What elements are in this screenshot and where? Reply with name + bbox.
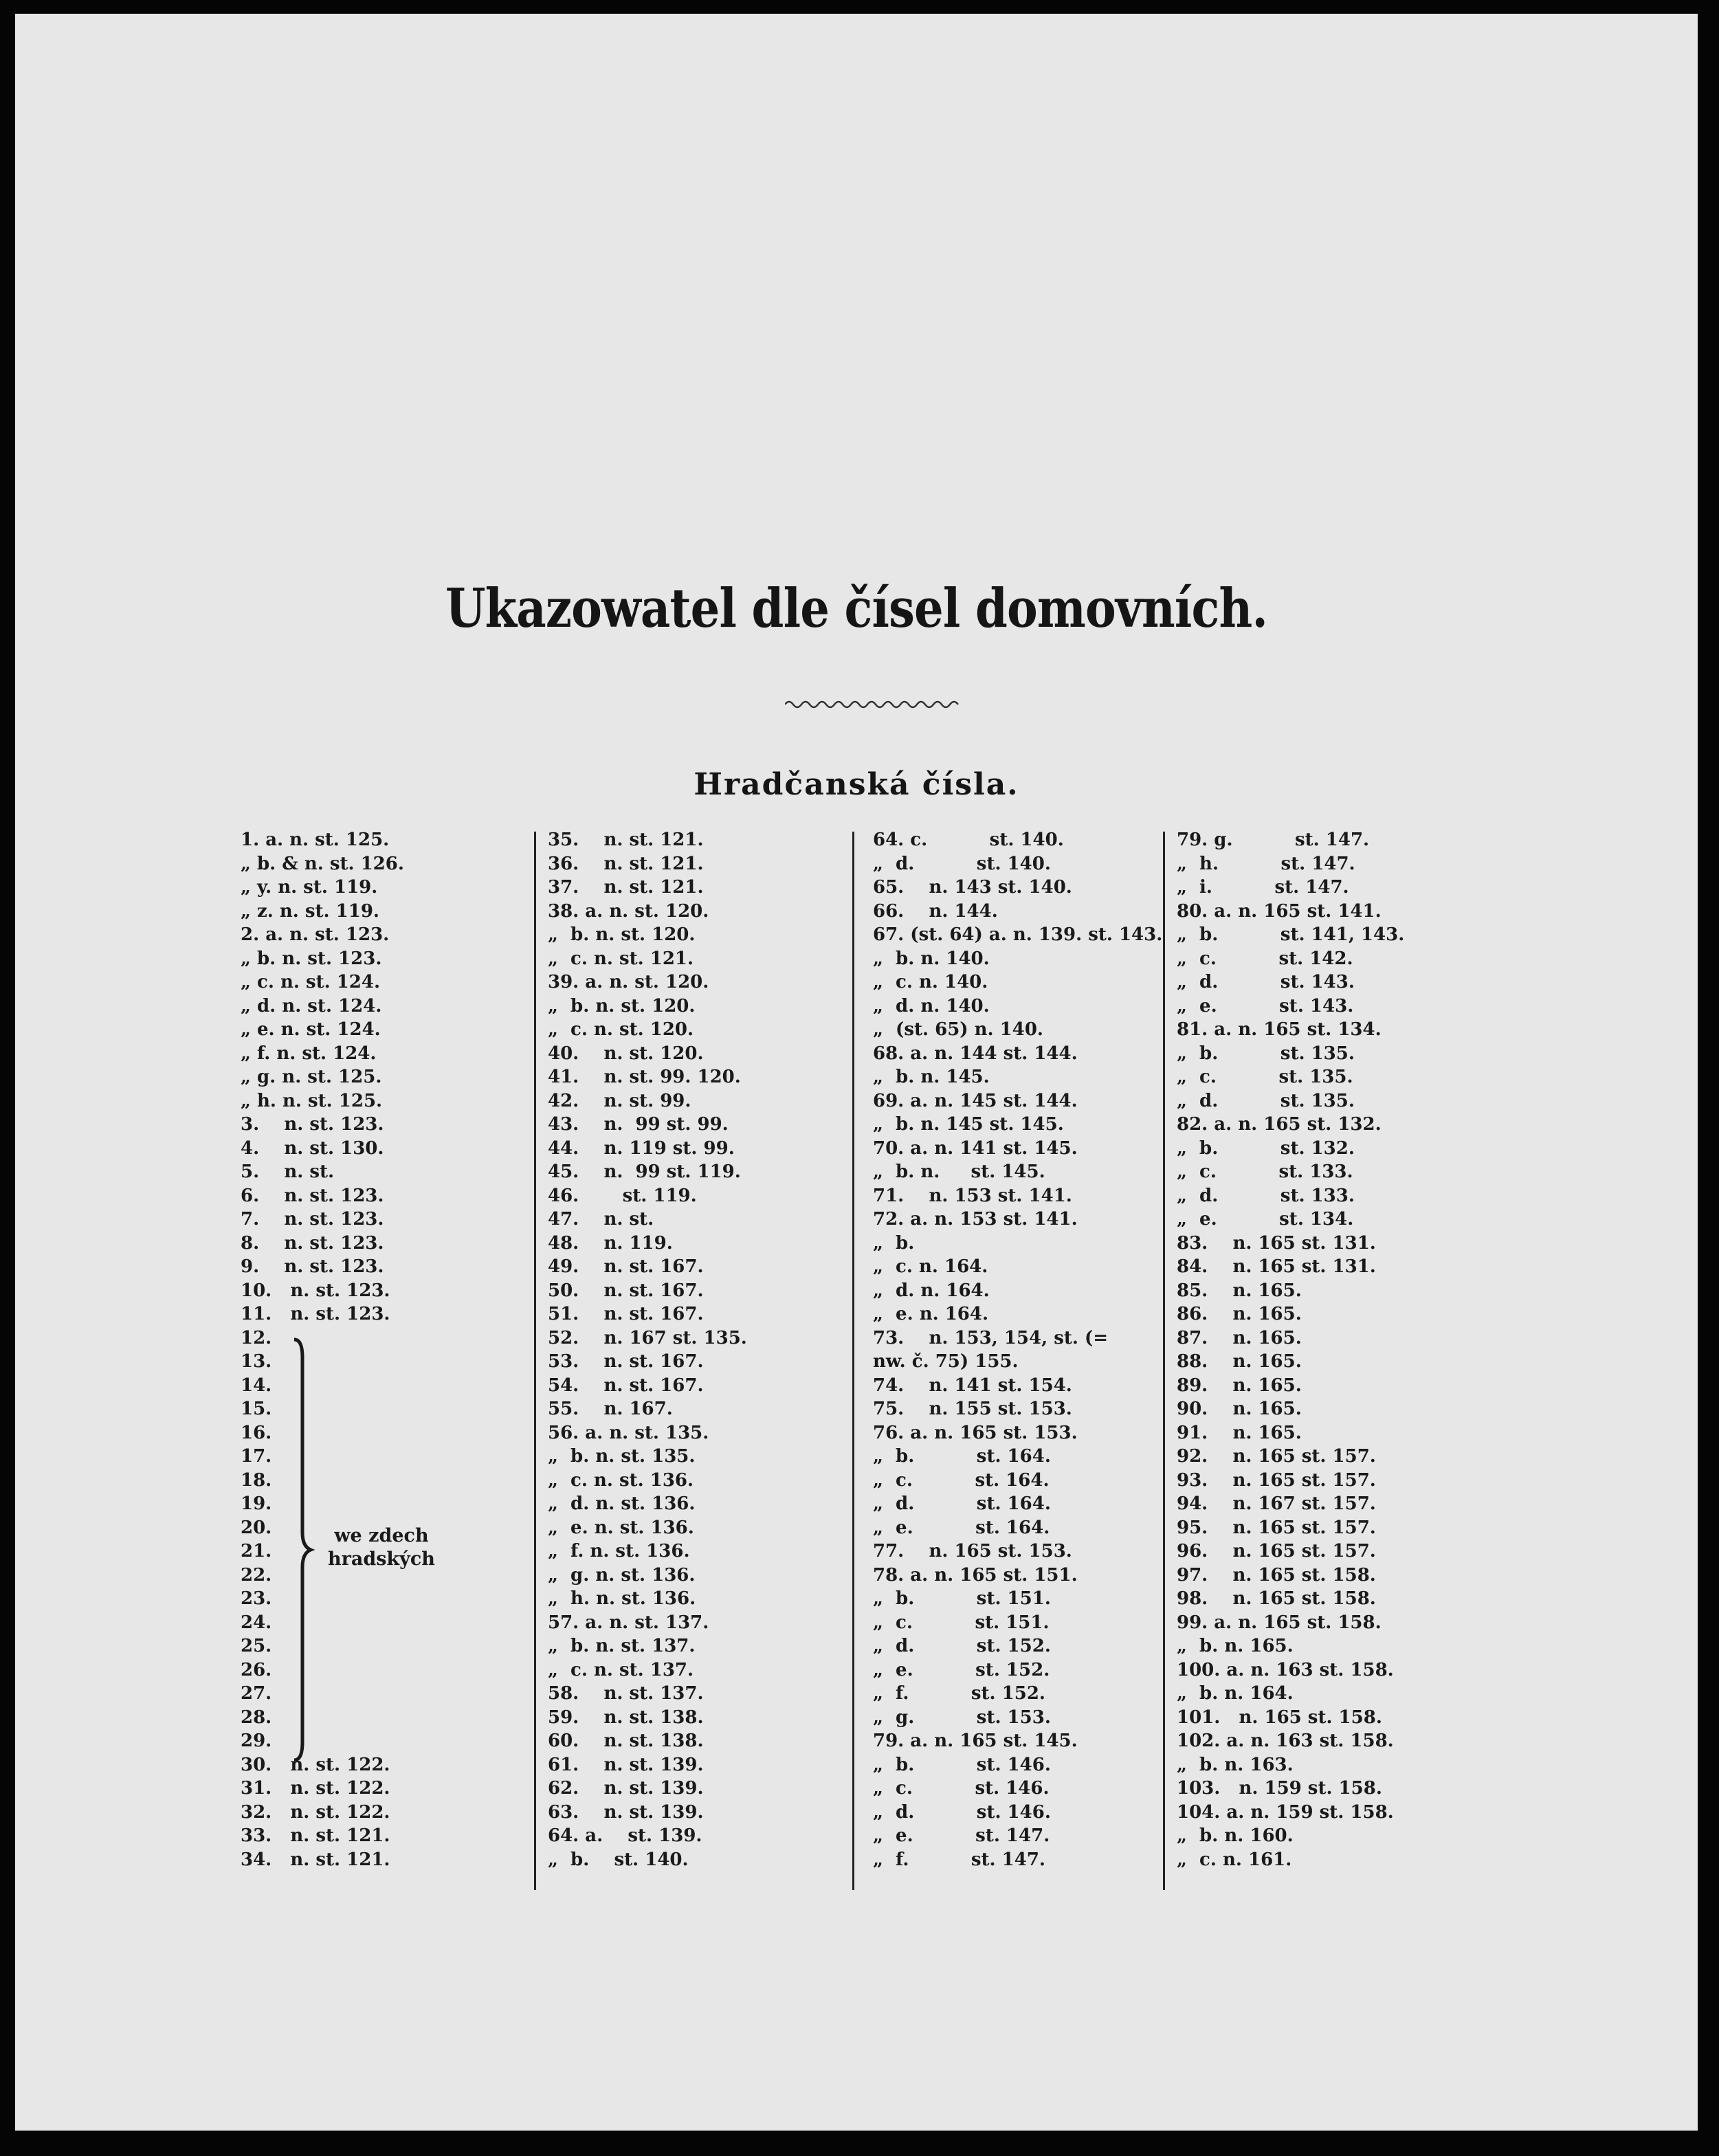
brace-icon [290,1337,318,1763]
index-entry: 41. n. st. 99. 120. [548,1067,741,1087]
index-entry: „ b. n. st. 120. [548,924,696,945]
index-entry: 53. n. st. 167. [548,1351,704,1372]
index-column-4 [1177,828,1404,1871]
index-entry: 80. a. n. 165 st. 141. [1177,900,1382,922]
index-entry: 99. a. n. 165 st. 158. [1177,1612,1382,1633]
index-entry: 4. n. st. 130. [241,1137,384,1159]
index-entry: „ f. st. 152. [873,1683,1045,1704]
index-entry: „ e. n. 164. [873,1304,989,1324]
index-entry: „ d. st. 164. [873,1493,1051,1514]
index-entry: „ c. n. st. 121. [548,948,694,969]
index-entry: 77. n. 165 st. 153. [873,1541,1072,1562]
bracket-note-line: we zdech [334,1525,429,1546]
index-entry: „ c. n. 161. [1177,1849,1292,1870]
index-entry: 25. [241,1636,272,1656]
index-entry: „ e. n. st. 124. [241,1019,381,1040]
index-entry: „ b. & n. st. 126. [241,853,404,874]
column-divider [534,832,536,1890]
index-entry: 34. n. st. 121. [241,1849,390,1870]
index-entry: „ b. n. st. 135. [548,1446,696,1467]
index-entry: 27. [241,1683,272,1704]
index-entry: 60. n. st. 138. [548,1731,704,1751]
index-column-1 [241,828,404,1871]
index-entry: 101. n. 165 st. 158. [1177,1707,1382,1728]
index-entry: „ b. n. 160. [1177,1825,1294,1846]
index-entry: „ b. n. st. 123. [241,948,382,969]
index-entry: „ d. st. 135. [1177,1090,1355,1111]
index-entry: „ e. st. 147. [873,1825,1050,1846]
index-entry: 26. [241,1659,272,1680]
index-entry: 46. st. 119. [548,1185,697,1206]
index-entry: „ d. n. st. 136. [548,1493,696,1514]
index-entry: 47. n. st. [548,1209,654,1230]
index-entry: „ b. st. 135. [1177,1043,1355,1064]
index-entry: 97. n. 165 st. 158. [1177,1564,1376,1586]
index-entry: 7. n. st. 123. [241,1209,384,1230]
bracket-note-line: hradských [328,1548,435,1570]
index-entry: 93. n. 165 st. 157. [1177,1469,1376,1491]
index-entry: 48. n. 119. [548,1232,673,1254]
index-entry: 31. n. st. 122. [241,1778,390,1799]
index-entry: 28. [241,1707,272,1728]
index-entry: 16. [241,1422,272,1443]
index-entry: „ b. [873,1232,915,1254]
index-entry: „ e. n. st. 136. [548,1517,694,1538]
index-entry: 63. n. st. 139. [548,1801,704,1823]
index-entry: „ c. n. st. 137. [548,1659,694,1680]
index-entry: 19. [241,1493,272,1514]
index-entry: 89. n. 165. [1177,1375,1302,1396]
index-entry: 65. n. 143 st. 140. [873,877,1072,898]
index-entry: „ b. n. st. 120. [548,995,696,1016]
index-entry: 57. a. n. st. 137. [548,1612,709,1633]
index-entry: 79. g. st. 147. [1177,830,1370,850]
index-entry: 38. a. n. st. 120. [548,900,709,922]
index-entry: 64. c. st. 140. [873,830,1064,850]
index-entry: 45. n. 99 st. 119. [548,1162,741,1182]
index-entry: „ b. st. 132. [1177,1137,1355,1159]
wavy-divider-icon [785,694,964,715]
index-entry: 44. n. 119 st. 99. [548,1137,735,1159]
index-entry: 73. n. 153, 154, st. (= [873,1327,1109,1348]
index-entry: 68. a. n. 144 st. 144. [873,1043,1078,1064]
index-entry: „ h. n. st. 125. [241,1090,383,1111]
index-entry: 104. a. n. 159 st. 158. [1177,1801,1394,1823]
index-entry: „ f. st. 147. [873,1849,1045,1870]
index-entry: 82. a. n. 165 st. 132. [1177,1114,1382,1135]
index-entry: 24. [241,1612,272,1633]
index-entry: 95. n. 165 st. 157. [1177,1517,1376,1538]
index-entry: „ b. st. 151. [873,1588,1051,1609]
index-entry: „ b. n. 163. [1177,1754,1294,1775]
index-entry: 9. n. st. 123. [241,1256,384,1277]
index-entry: „ e. st. 134. [1177,1209,1354,1230]
index-entry: „ c. n. 164. [873,1256,988,1277]
index-entry: 15. [241,1399,272,1419]
index-entry: 87. n. 165. [1177,1327,1302,1348]
index-entry: „ c. n. st. 120. [548,1019,694,1040]
index-entry: „ c. st. 146. [873,1778,1050,1799]
document-page [15,14,1698,2131]
index-entry: 8. n. st. 123. [241,1232,384,1254]
index-entry: 12. [241,1327,272,1348]
index-entry: 56. a. n. st. 135. [548,1422,709,1443]
section-title: Hradčanská čísla. [694,767,1019,802]
index-entry: „ c. n. st. 136. [548,1469,694,1491]
index-entry: 85. n. 165. [1177,1280,1302,1301]
index-column-2 [548,828,747,1871]
index-entry: „ z. n. st. 119. [241,900,379,922]
index-entry: „ c. n. 140. [873,972,988,992]
index-entry: 54. n. st. 167. [548,1375,704,1396]
index-entry: 67. (st. 64) a. n. 139. st. 143. [873,924,1163,945]
index-entry: „ c. st. 133. [1177,1162,1353,1182]
index-entry: 37. n. st. 121. [548,877,704,898]
index-entry: 22. [241,1564,272,1586]
index-entry: 96. n. 165 st. 157. [1177,1541,1376,1562]
index-entry: „ (st. 65) n. 140. [873,1019,1043,1040]
index-entry: „ b. st. 141, 143. [1177,924,1405,945]
index-entry: „ h. n. st. 136. [548,1588,696,1609]
index-entry: 64. a. st. 139. [548,1825,702,1846]
index-entry: „ h. st. 147. [1177,853,1355,874]
page-title: Ukazowatel dle čísel domovních. [445,577,1267,640]
index-entry: 3. n. st. 123. [241,1114,384,1135]
index-entry: 11. n. st. 123. [241,1304,390,1324]
index-entry: 86. n. 165. [1177,1304,1302,1324]
index-entry: „ b. n. 164. [1177,1683,1294,1704]
index-entry: 90. n. 165. [1177,1399,1302,1419]
index-entry: „ g. n. st. 136. [548,1564,696,1586]
index-entry: „ d. st. 140. [873,853,1051,874]
index-entry: „ d. n. 164. [873,1280,990,1301]
index-entry: „ d. n. st. 124. [241,995,382,1016]
index-entry: „ d. st. 133. [1177,1185,1355,1206]
index-entry: „ b. n. st. 137. [548,1636,696,1656]
index-entry: 42. n. st. 99. [548,1090,691,1111]
index-entry: 69. a. n. 145 st. 144. [873,1090,1078,1111]
index-entry: 72. a. n. 153 st. 141. [873,1209,1078,1230]
index-entry: „ b. n. 145. [873,1067,990,1087]
index-entry: 21. [241,1541,272,1562]
index-entry: 94. n. 167 st. 157. [1177,1493,1376,1514]
index-entry: 100. a. n. 163 st. 158. [1177,1659,1394,1680]
index-entry: 17. [241,1446,272,1467]
index-entry: „ c. n. st. 124. [241,972,381,992]
index-entry: 91. n. 165. [1177,1422,1302,1443]
index-entry: 50. n. st. 167. [548,1280,704,1301]
index-entry: „ c. st. 142. [1177,948,1353,969]
index-entry: 98. n. 165 st. 158. [1177,1588,1376,1609]
index-entry: „ c. st. 135. [1177,1067,1353,1087]
index-entry: 59. n. st. 138. [548,1707,704,1728]
index-entry: 13. [241,1351,272,1372]
bracket-note [328,1524,435,1571]
index-entry: 1. a. n. st. 125. [241,830,390,850]
column-divider [1163,832,1165,1890]
index-entry: 76. a. n. 165 st. 153. [873,1422,1078,1443]
index-entry: „ b. st. 146. [873,1754,1051,1775]
index-entry: 51. n. st. 167. [548,1304,704,1324]
index-entry: „ f. n. st. 136. [548,1541,690,1562]
index-entry: „ b. n. 145 st. 145. [873,1114,1064,1135]
index-entry: 30. n. st. 122. [241,1754,390,1775]
index-entry: „ i. st. 147. [1177,877,1349,898]
index-entry: 92. n. 165 st. 157. [1177,1446,1376,1467]
index-entry: 83. n. 165 st. 131. [1177,1232,1376,1254]
index-entry: 18. [241,1469,272,1491]
index-entry: „ g. n. st. 125. [241,1067,382,1087]
index-entry: 74. n. 141 st. 154. [873,1375,1072,1396]
index-entry: „ b. n. st. 145. [873,1162,1045,1182]
index-entry: „ c. st. 151. [873,1612,1050,1633]
index-entry: 75. n. 155 st. 153. [873,1399,1072,1419]
index-entry: „ b. n. 165. [1177,1636,1294,1656]
index-entry: 2. a. n. st. 123. [241,924,390,945]
index-entry: 5. n. st. [241,1162,335,1182]
index-entry: 23. [241,1588,272,1609]
index-entry: 70. a. n. 141 st. 145. [873,1137,1078,1159]
index-entry: 61. n. st. 139. [548,1754,704,1775]
index-entry: „ e. st. 152. [873,1659,1050,1680]
index-entry: 32. n. st. 122. [241,1801,390,1823]
index-entry: „ b. st. 164. [873,1446,1051,1467]
index-entry: 66. n. 144. [873,900,998,922]
index-entry: 36. n. st. 121. [548,853,704,874]
index-entry: „ e. st. 143. [1177,995,1354,1016]
index-entry: 14. [241,1375,272,1396]
index-entry: nw. č. 75) 155. [873,1351,1019,1372]
index-entry: 29. [241,1731,272,1751]
index-entry: 43. n. 99 st. 99. [548,1114,729,1135]
index-entry: 35. n. st. 121. [548,830,704,850]
index-entry: 40. n. st. 120. [548,1043,704,1064]
index-entry: 55. n. 167. [548,1399,673,1419]
index-entry: 81. a. n. 165 st. 134. [1177,1019,1382,1040]
index-entry: „ b. st. 140. [548,1849,689,1870]
index-entry: „ f. n. st. 124. [241,1043,377,1064]
index-entry: 102. a. n. 163 st. 158. [1177,1731,1394,1751]
index-entry: „ c. st. 164. [873,1469,1050,1491]
index-entry: 6. n. st. 123. [241,1185,384,1206]
column-divider [852,832,854,1890]
index-entry: „ d. st. 152. [873,1636,1051,1656]
index-entry: 49. n. st. 167. [548,1256,704,1277]
index-entry: 103. n. 159 st. 158. [1177,1778,1382,1799]
index-entry: 62. n. st. 139. [548,1778,704,1799]
index-column-3 [873,828,1162,1871]
index-entry: „ y. n. st. 119. [241,877,378,898]
index-entry: 52. n. 167 st. 135. [548,1327,747,1348]
index-entry: 84. n. 165 st. 131. [1177,1256,1376,1277]
index-entry: „ d. n. 140. [873,995,990,1016]
index-entry: 71. n. 153 st. 141. [873,1185,1072,1206]
index-entry: „ d. st. 143. [1177,972,1355,992]
index-entry: 33. n. st. 121. [241,1825,390,1846]
index-entry: „ d. st. 146. [873,1801,1051,1823]
index-entry: „ g. st. 153. [873,1707,1051,1728]
index-entry: „ b. n. 140. [873,948,990,969]
index-entry: 20. [241,1517,272,1538]
index-entry: 10. n. st. 123. [241,1280,390,1301]
index-entry: 79. a. n. 165 st. 145. [873,1731,1078,1751]
index-entry: 88. n. 165. [1177,1351,1302,1372]
index-entry: 39. a. n. st. 120. [548,972,709,992]
index-entry: 58. n. st. 137. [548,1683,704,1704]
index-entry: 78. a. n. 165 st. 151. [873,1564,1078,1586]
index-entry: „ e. st. 164. [873,1517,1050,1538]
